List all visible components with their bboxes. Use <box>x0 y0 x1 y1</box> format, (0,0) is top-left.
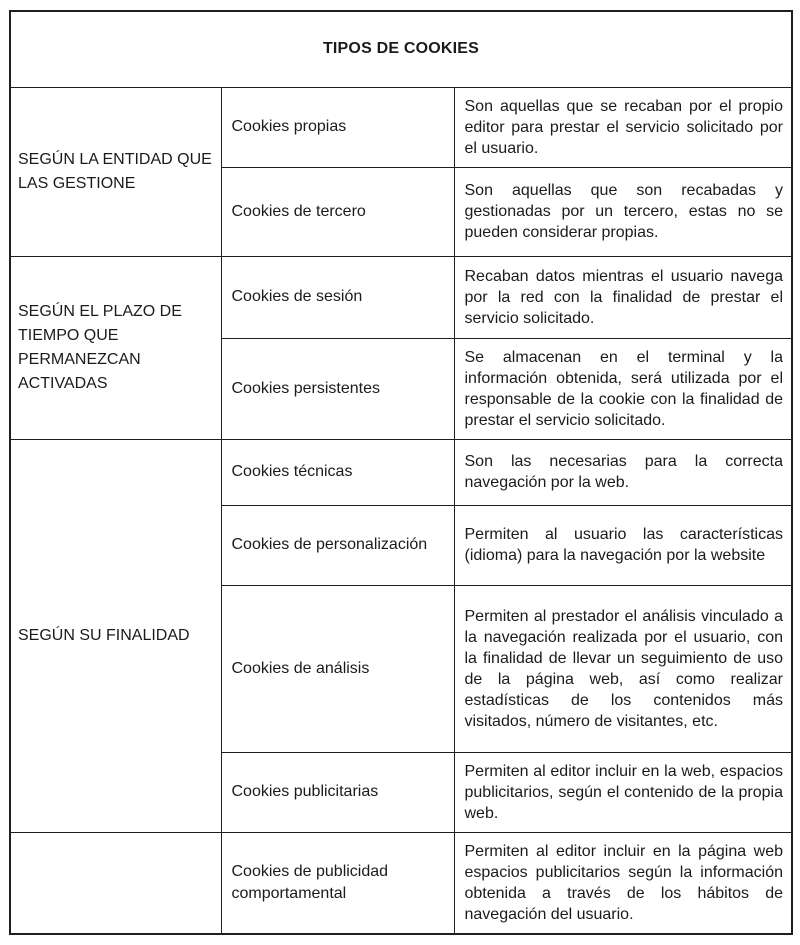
description-tercero: Son aquellas que son recabadas y gestionadas por un tercero, estas no se pueden considerar propias. <box>454 167 792 256</box>
description-personalizacion: Permiten al usuario las características (idioma) para la navegación por la website <box>454 505 792 585</box>
description-publicitarias: Permiten al editor incluir en la web, espacios publicitarios, según el contenido de la propia web. <box>454 752 792 832</box>
table-header-row <box>10 11 792 87</box>
cookie-type-comportamental: Cookies de publicidad comportamental <box>221 832 454 934</box>
description-sesion: Recaban datos mientras el usuario navega por la red con la finalidad de prestar el servicio solicitado. <box>454 256 792 338</box>
cookie-type-sesion: Cookies de sesión <box>221 256 454 338</box>
cookie-type-propias: Cookies propias <box>221 87 454 167</box>
cookie-type-personalizacion: Cookies de personalización <box>221 505 454 585</box>
cookie-type-publicitarias: Cookies publicitarias <box>221 752 454 832</box>
description-persistentes: Se almacenan en el terminal y la información obtenida, será utilizada por el responsable de la cookie con la finalidad de prestar el servicio solicitado. <box>454 338 792 439</box>
cookie-types-table <box>9 10 793 935</box>
description-analisis: Permiten al prestador el análisis vinculado a la navegación realizada por el usuario, con la finalidad de llevar un seguimiento de uso de la página web, así como realizar estadísticas de los contenidos más visitados, número de visitantes, etc. <box>454 585 792 752</box>
cookie-type-analisis: Cookies de análisis <box>221 585 454 752</box>
category-empty <box>10 832 221 934</box>
table-row <box>10 256 792 338</box>
cookie-type-tercero: Cookies de tercero <box>221 167 454 256</box>
cookie-type-tecnicas: Cookies técnicas <box>221 439 454 505</box>
category-segun-finalidad: SEGÚN SU FINALIDAD <box>10 439 221 832</box>
description-propias: Son aquellas que se recaban por el propio editor para prestar el servicio solicitado por el usuario. <box>454 87 792 167</box>
table-row <box>10 87 792 167</box>
description-comportamental: Permiten al editor incluir en la página web espacios publicitarios según la información obtenida a través de los hábitos de navegación del usuario. <box>454 832 792 934</box>
category-segun-plazo: SEGÚN EL PLAZO DE TIEMPO QUE PERMANEZCAN ACTIVADAS <box>10 256 221 439</box>
table-title: TIPOS DE COOKIES <box>10 11 792 87</box>
description-tecnicas: Son las necesarias para la correcta navegación por la web. <box>454 439 792 505</box>
category-segun-entidad: SEGÚN LA ENTIDAD QUE LAS GESTIONE <box>10 87 221 256</box>
table-row <box>10 832 792 934</box>
cookie-type-persistentes: Cookies persistentes <box>221 338 454 439</box>
table-row <box>10 439 792 505</box>
